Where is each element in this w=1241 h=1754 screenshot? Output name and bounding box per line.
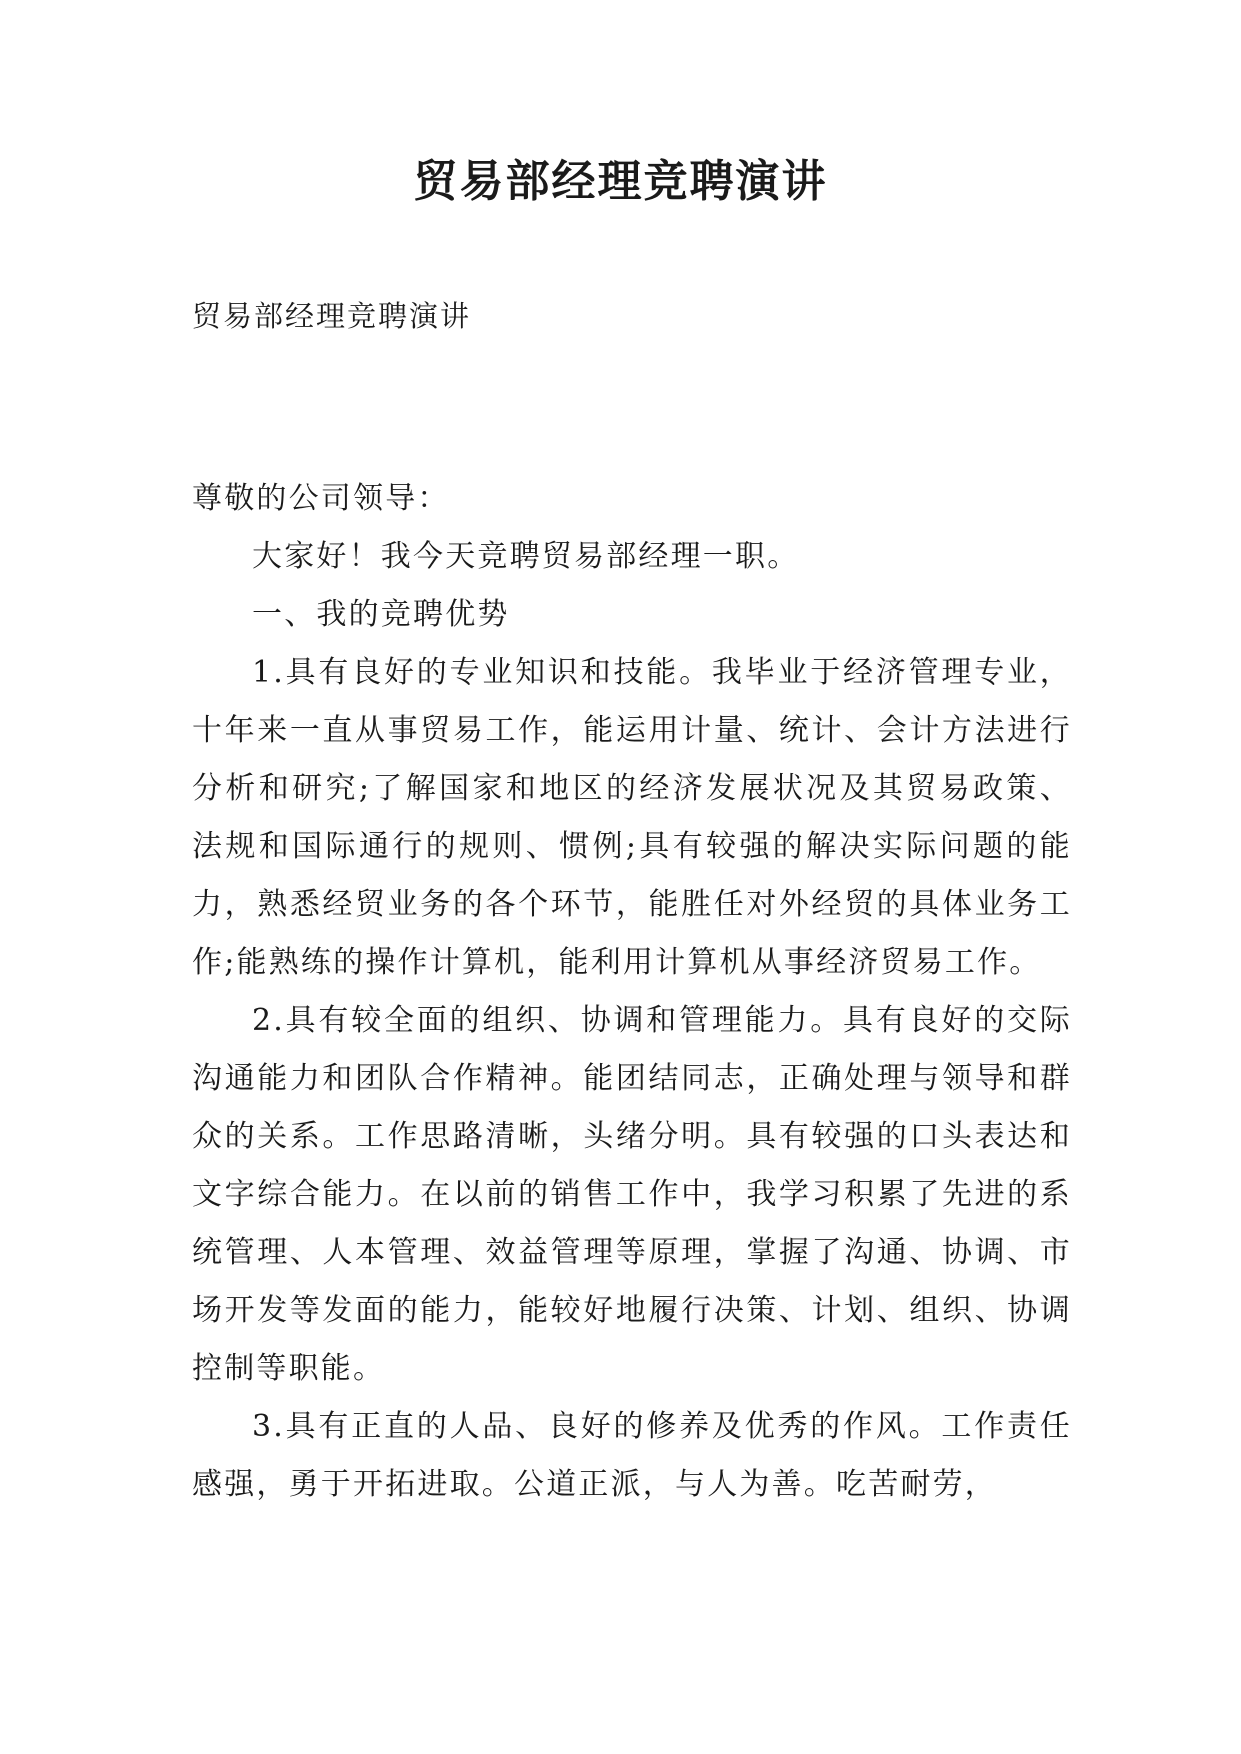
document-subtitle: 贸易部经理竞聘演讲 (192, 299, 472, 333)
document-title: 贸易部经理竞聘演讲 (413, 156, 828, 207)
paragraph-1: 1.具有良好的专业知识和技能。我毕业于经济管理专业，十年来一直从事贸易工作，能运用计量、统计、会计方法进行分析和研究;了解国家和地区的经济发展状况及其贸易政策、法规和国际通行的规则、惯例;具有较强的解决实际问题的能力，熟悉经贸业务的各个环节，能胜任对外经贸的具体业务工作;能熟练的操作计算机，能利用计算机从事经济贸易工作。 (192, 655, 1072, 980)
section-heading: 一、我的竞聘优势 (252, 597, 510, 632)
paragraph-3: 3.具有正直的人品、良好的修养及优秀的作风。工作责任感强，勇于开拓进取。公道正派，与人为善。吃苦耐劳， (192, 1409, 1072, 1502)
document-body (192, 470, 1072, 1514)
salutation: 尊敬的公司领导： (192, 481, 450, 516)
paragraph-greeting: 大家好！我今天竞聘贸易部经理一职。 (252, 539, 800, 574)
paragraph-2: 2.具有较全面的组织、协调和管理能力。具有良好的交际沟通能力和团队合作精神。能团结同志，正确处理与领导和群众的关系。工作思路清晰，头绪分明。具有较强的口头表达和文字综合能力。在以前的销售工作中，我学习积累了先进的系统管理、人本管理、效益管理等原理，掌握了沟通、协调、市场开发等发面的能力，能较好地履行决策、计划、组织、协调控制等职能。 (192, 1003, 1072, 1386)
